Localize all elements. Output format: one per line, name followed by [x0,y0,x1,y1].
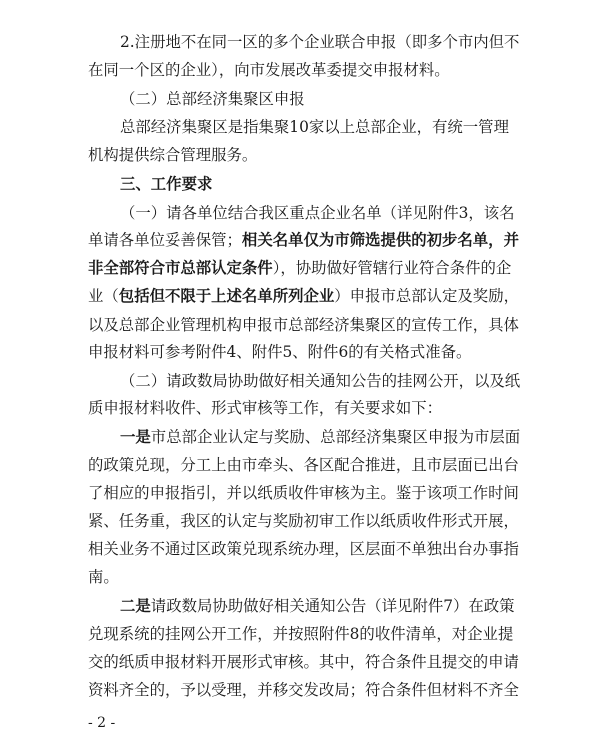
text-run: 业（ [88,287,119,305]
text-run: 质申报材料收件、形式审核等工作，有关要求如下： [88,399,442,417]
page-number: - 2 - [88,715,116,731]
text-run: 以及总部企业管理机构申报市总部经济集聚区的宣传工作，具体 [88,316,519,334]
paragraph-req-1-line [88,315,592,335]
paragraph-req-2-second-line [120,596,592,616]
paragraph-req-1-line [88,286,592,306]
paragraph-req-2-second-line [88,624,592,644]
paragraph-req-2-first-line [88,483,592,503]
heading-work-requirements-line [120,174,592,194]
text-run: 在同一个区的企业），向市发展改革委提交申报材料。 [88,61,450,79]
text-run: 了相应的申报指引，并以纸质收件审核为主。鉴于该项工作时间 [88,484,519,502]
paragraph-req-2-first-line [88,567,592,587]
text-run: （二）请政数局协助做好相关通知公告的挂网公开，以及纸 [120,372,521,390]
paragraph-note-2-line [88,60,592,80]
bold-text-run: 一是 [120,428,151,446]
text-run: 兑现系统的挂网公开工作，并按照附件8的收件清单，对企业提 [88,625,514,643]
bold-text-run: 三、工作要求 [120,175,213,193]
text-run: 2.注册地不在同一区的多个企业联合申报（即多个市内但不 [120,33,520,51]
text-run: 南。 [88,568,119,586]
paragraph-req-2-line [120,371,592,391]
paragraph-hq-cluster-def-line [120,117,592,137]
paragraph-req-1-line [120,203,592,223]
text-run: 请政数局协助做好相关通知公告（详见附件7）在政策 [150,597,515,615]
text-run: 交的纸质申报材料开展形式审核。其中，符合条件且提交的申请 [88,653,519,671]
paragraph-hq-cluster-def-line [88,145,592,165]
paragraph-req-2-first-line [88,539,592,559]
text-run: ），协助做好管辖行业符合条件的企 [272,259,512,277]
paragraph-req-1-line [88,342,592,362]
subheading-hq-cluster-line [120,89,592,109]
text-run: 申报材料可参考附件4、附件5、附件6的有关格式准备。 [88,343,472,361]
text-run: 相关业务不通过区政策兑现系统办理，区层面不单独出台办事指 [88,540,519,558]
paragraph-req-1-line [88,230,592,250]
bold-text-run: 二是 [120,597,151,615]
text-run: 机构提供综合管理服务。 [88,146,258,164]
text-run: 资料齐全的，予以受理，并移交发改局；符合条件但材料不齐全 [88,681,519,699]
text-run: 紧、任务重，我区的认定与奖励初审工作以纸质收件形式开展， [88,512,519,530]
bold-text-run: 包括但不限于上述名单所列企业 [118,287,335,305]
paragraph-req-2-second-line [88,652,592,672]
paragraph-req-2-first-line [88,511,592,531]
text-run: 市总部企业认定与奖励、总部经济集聚区申报为市层面 [150,428,521,446]
text-run: 的政策兑现，分工上由市牵头、各区配合推进，且市层面已出台 [88,456,519,474]
paragraph-req-2-first-line [88,455,592,475]
bold-text-run: 相关名单仅为市筛选提供的初步名单，并 [241,231,519,249]
text-run: ）申报市总部认定及奖励， [334,287,519,305]
text-run: （一）请各单位结合我区重点企业名单（详见附件3，该名 [120,204,515,222]
text-run: （二）总部经济集聚区申报 [120,90,305,108]
paragraph-note-2-line [120,32,592,52]
paragraph-req-1-line [88,258,592,278]
paragraph-req-2-line [88,398,592,418]
text-run: 单请各单位妥善保管； [88,231,242,249]
paragraph-req-2-first-line [120,427,592,447]
text-run: 总部经济集聚区是指集聚10家以上总部企业，有统一管理 [120,118,509,136]
bold-text-run: 非全部符合市总部认定条件 [88,259,273,277]
paragraph-req-2-second-line [88,680,592,700]
